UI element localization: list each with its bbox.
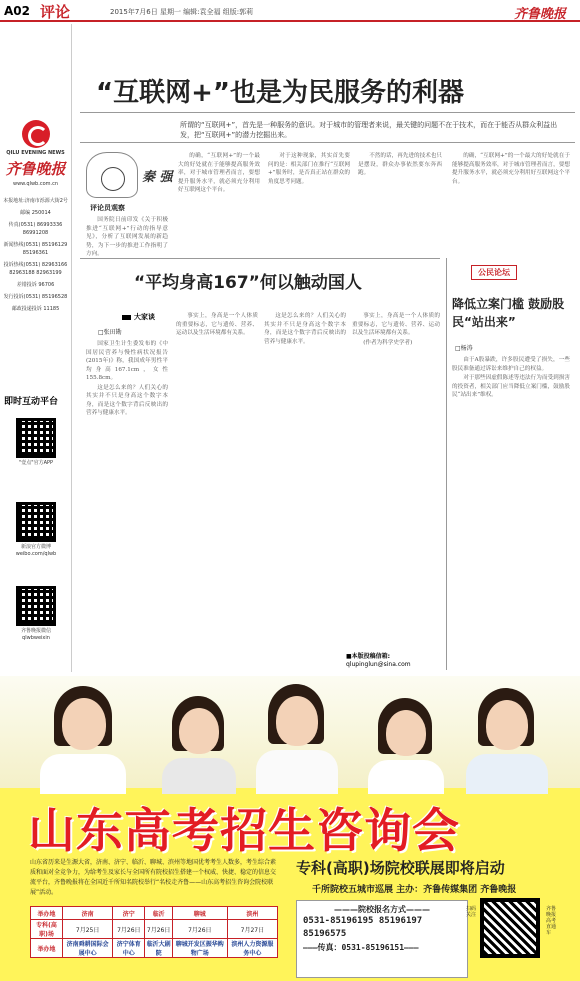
- section-title: 评论: [40, 3, 71, 21]
- phone-number[interactable]: 85196575: [303, 929, 347, 939]
- forum-headline: 降低立案门槛 鼓励股民“站出来”: [452, 297, 565, 329]
- main-article-col-4: [358, 152, 442, 256]
- table-cell: 滨州人力资源服务中心: [227, 939, 277, 958]
- interactive-platform-title: 即时互动平台: [4, 397, 59, 407]
- table-header: 临沂: [145, 907, 173, 920]
- paragraph: 的确，“互联网+”的一个最大的好处就在于能够提高服务效率，对于城市管理者而言，要想提升服务水平，就必须充分利用好互联网这个平台。: [452, 153, 570, 185]
- contact-line: 邮政投递投诉 11185: [11, 306, 60, 312]
- fax-number[interactable]: ———传真：0531-85196151———: [303, 943, 419, 952]
- table-header: 滨州: [227, 907, 277, 920]
- second-article-col-3: [264, 312, 346, 670]
- second-article-col-1: [86, 340, 168, 670]
- divider: [80, 112, 575, 113]
- column-tag: 大家谈: [122, 312, 155, 322]
- divider: [80, 258, 440, 259]
- divider: [80, 142, 575, 143]
- page-header: [0, 0, 580, 22]
- contact-info: [0, 197, 71, 313]
- paragraph: 对于这种现象，其实首先要问的是：相关部门在推行“互联网+”服务时，是否真正站在群众的角度思考问题。: [268, 153, 350, 185]
- paragraph: 事实上，身高是一个人体质的重要标志，它与遗传、营养、运动以及生活环境都有关系。: [176, 313, 258, 336]
- table-row: [31, 939, 278, 958]
- brand-chinese: 齐鲁晚报: [5, 160, 66, 178]
- paragraph: 国务院日前印发《关于积极推进“互联网+”行动的指导意见》，分析了互联网发展的新趋势，为下一步的推进工作指明了方向。: [86, 217, 168, 256]
- table-cell: 7月25日: [62, 920, 112, 939]
- paragraph: 这是怎么来的？人们关心的其实并不只是身高这个数字本身，而是这个数字背后反映出的营养与健康水平。: [264, 313, 346, 345]
- paragraph: 这是怎么来的？人们关心的其实并不只是身高这个数字本身，而是这个数字背后反映出的营养与健康水平。: [86, 384, 168, 416]
- phone-number[interactable]: 0531-85196195 85196197: [303, 916, 423, 926]
- table-header: 聊城: [172, 907, 227, 920]
- ad-title: 山东高考招生咨询会: [28, 804, 460, 859]
- table-header: 济南: [62, 907, 112, 920]
- table-cell: 临沂大剧院: [145, 939, 173, 958]
- table-cell: 济宁体育中心: [113, 939, 145, 958]
- submission-email[interactable]: qlupinglun@sina.com: [346, 661, 411, 668]
- main-headline: “互联网+”也是为民服务的利器: [96, 78, 464, 108]
- masthead-logo: 齐鲁晚报: [513, 7, 566, 22]
- contact-line: 邮编 250014: [20, 210, 51, 216]
- table-header: 济宁: [113, 907, 145, 920]
- qr-label: "壹点"官方APP: [18, 460, 54, 466]
- column-label: 评论员观察: [90, 204, 125, 212]
- qr-label: 齐鲁晚报微信 qlwbweixin: [20, 628, 51, 641]
- table-cell: 7月26日: [172, 920, 227, 939]
- paragraph: 国家卫生计生委发布的《中国居民营养与慢性病状况报告(2015年)》称，我国成年男性平均身高167.1cm，女性155.8cm。: [86, 341, 168, 381]
- forum-badge: 公民论坛: [471, 265, 517, 280]
- advertisement[interactable]: [0, 676, 580, 981]
- table-cell: 举办地: [31, 939, 63, 958]
- qr-code-icon[interactable]: [480, 898, 540, 958]
- wechat-qr[interactable]: [14, 586, 58, 642]
- submission-email-label: ■本版投稿信箱:: [346, 653, 391, 660]
- newspaper-logo-icon: [22, 120, 50, 148]
- table-row: [31, 920, 278, 939]
- table-cell: 专科(高职)场: [31, 920, 63, 939]
- author-note: (作者为科学史学者): [363, 339, 413, 346]
- forum-article-body: [452, 356, 570, 668]
- issue-line: 2015年7月6日 星期一 编辑:袁全福 组版:郭莉: [110, 8, 254, 16]
- paragraph: 由于A股暴跌，许多股民遭受了损失，一些股民准备通过诉讼来维护自己的权益。: [452, 357, 570, 372]
- qr-code-icon: [16, 586, 56, 626]
- contact-line: 差错投诉 96706: [16, 282, 55, 288]
- contact-line: 新闻热线(0531) 85196129 85196361: [3, 242, 68, 256]
- second-headline: “平均身高167”何以触动国人: [134, 273, 362, 293]
- registration-title: ———院校报名方式———: [334, 905, 430, 914]
- website-link[interactable]: www.qlwb.com.cn: [13, 181, 58, 187]
- main-article-col-5: [452, 152, 570, 256]
- contact-line: 传真(0531) 86993336 86991208: [8, 222, 63, 236]
- forum-author: □杨涛: [455, 345, 473, 352]
- paragraph: 对于那些因虚假陈述等违法行为而受到损害的投资者，相关部门应当降低立案门槛，鼓励股民“站出来”维权。: [452, 375, 570, 398]
- second-article-col-4: [352, 312, 440, 642]
- table-cell: 济南舜耕国际会展中心: [62, 939, 112, 958]
- table-header-row: [31, 907, 278, 920]
- ad-photo: [0, 676, 580, 788]
- paragraph: 事实上，身高是一个人体质的重要标志，它与遗传、营养、运动以及生活环境都有关系。: [352, 313, 440, 336]
- contact-line: 投诉热线(0531) 82963166 82963188 82963199: [3, 262, 68, 276]
- columnist-portrait: [86, 152, 138, 198]
- table-cell: 7月26日: [145, 920, 173, 939]
- author: □张田勘: [98, 329, 122, 336]
- columnist-signature: 秦 强: [142, 170, 173, 185]
- paragraph: 的确，“互联网+”的一个最大的好处就在于能够提高服务效率，对于城市管理者而言，要想提升服务水平，就必须充分利用好互联网这个平台。: [178, 153, 260, 193]
- main-article-col-3: [268, 152, 350, 256]
- qr-caption: 扫码关注: [466, 906, 477, 918]
- main-article-col-1: [86, 216, 168, 256]
- contact-line: 本报地址:济南市泺源大街2号: [3, 198, 68, 204]
- main-article-col-2: [178, 152, 260, 256]
- table-cell: 7月26日: [113, 920, 145, 939]
- app-qr[interactable]: [14, 418, 58, 467]
- qr-code-icon: [16, 418, 56, 458]
- qr-code-icon: [16, 502, 56, 542]
- schedule-table: [30, 906, 278, 958]
- table-cell: 聊城开发区振华购物广场: [172, 939, 227, 958]
- ad-intro: 山东省历来是生源大省，济南、济宁、临沂、聊城、滨州等地国优考考生人数多，考生综合素质和面对全竞争力，为给考生及家长与全国所有院校招生搭建一个权威、快捷、稳定的信息交流平台，齐鲁晚报将在全国近千所知名院校举行“名校走齐鲁——山东高考招生咨询会院校联展”活动。: [30, 859, 277, 896]
- second-article-col-2: [176, 312, 258, 670]
- registration-box: [296, 900, 468, 978]
- table-cell: 7月27日: [227, 920, 277, 939]
- qr-caption: 齐鲁晚报高考直通车: [546, 906, 557, 936]
- page-number: A02: [4, 4, 30, 18]
- qr-label: 新浪官方微博 weibo.com/qlwb: [15, 544, 57, 557]
- main-lead: 所谓的“互联网+”，首先是一种服务的意识。对于城市的管理者来说，最关键的问题不在于技术，而在于能否从群众利益出发，把“互联网+”的潜力挖掘出来。: [180, 121, 558, 139]
- brand-english: QILU EVENING NEWS: [6, 150, 65, 156]
- column-divider: [446, 258, 447, 670]
- table-header: 举办地: [31, 907, 63, 920]
- sidebar: [0, 24, 72, 672]
- paragraph: 不然的话，再先进的技术也只是摆设，群众办事依然要东奔西跑。: [358, 153, 442, 176]
- weibo-qr[interactable]: [14, 502, 58, 558]
- ad-subtitle: 专科(高职)场院校联展即将启动: [296, 859, 505, 877]
- contact-line: 发行投诉(0531) 85196528: [3, 294, 68, 300]
- ad-organizer: 千所院校五城市巡展 主办：齐鲁传媒集团 齐鲁晚报: [312, 885, 517, 895]
